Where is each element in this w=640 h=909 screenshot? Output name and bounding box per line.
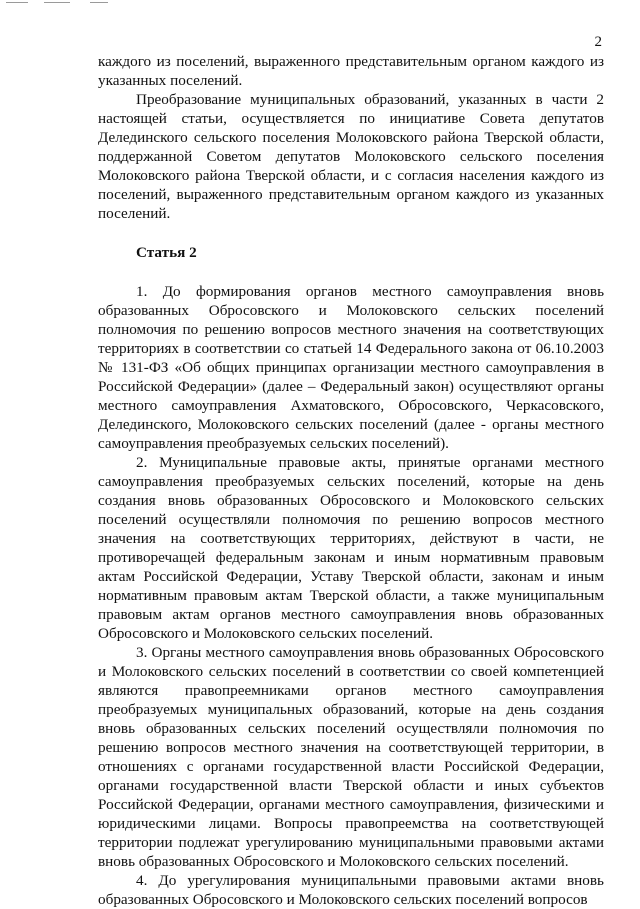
article-paragraph-4: 4. До урегулирования муниципальными правовыми актами вновь образованных Обросовского и Молоковского сельских поселений вопросов [98, 872, 604, 908]
scan-mark [44, 2, 70, 3]
article-paragraph-3: 3. Органы местного самоуправления вновь образованных Обросовского и Молоковского сельских поселений в соответствии со своей компетенцией являются правопреемниками органов местного самоуправления преобразуемых муниципальных образований, которые на день создания вновь образованных сельских поселений осуществляли полномочия по решению вопросов местного значения на соответствующей территории, в отношениях с органами государственной власти Российской Федерации, органами государственной власти Тверской области и иных субъектов Российской Федерации, органами местного самоуправления, физическими и юридическими лицами. Вопросы правопреемства на соответствующей территории подлежат урегулированию муниципальными правовыми актами вновь образованных Обросовского и Молоковского сельских поселений. [98, 644, 604, 870]
paragraph-transformation: Преобразование муниципальных образований, указанных в части 2 настоящей статьи, осуществляется по инициативе Совета депутатов Делединского сельского поселения Молоковского района Тверской области, поддержанной Советом депутатов Молоковского сельского поселения Молоковского района Тверской области, и с согласия населения каждого из поселений, выраженного представительным органом каждого из указанных поселений. [98, 91, 604, 222]
scan-mark [6, 2, 28, 3]
scan-mark [90, 2, 108, 3]
paragraph-continuation: каждого из поселений, выраженного представительным органом каждого из указанных поселений. [98, 53, 604, 89]
page-number: 2 [594, 34, 602, 50]
article-paragraph-2: 2. Муниципальные правовые акты, принятые органами местного самоуправления преобразуемых сельских поселений, которые на день создания вновь образованных Обросовского и Молоковского сельских поселений осуществляли полномочия по решению вопросов местного значения на соответствующих территориях, действуют в части, не противоречащей федеральным законам и иным нормативным правовым актам Российской Федерации, Уставу Тверской области, законам и иным нормативным правовым актам Тверской области, а также муниципальным правовым актам органов местного самоуправления вновь образованных Обросовского и Молоковского сельских поселений. [98, 454, 604, 642]
scan-edge-marks [0, 0, 640, 8]
document-body [98, 52, 604, 909]
article-paragraph-1: 1. До формирования органов местного самоуправления вновь образованных Обросовского и Молоковского сельских поселений полномочия по решению вопросов местного значения на соответствующих территориях в соответствии со статьей 14 Федерального закона от 06.10.2003 № 131-ФЗ «Об общих принципах организации местного самоуправления в Российской Федерации» (далее – Федеральный закон) осуществляют органы местного самоуправления Ахматовского, Обросовского, Черкасовского, Делединского, Молоковского сельских поселений (далее - органы местного самоуправления преобразуемых сельских поселений). [98, 283, 604, 452]
article-heading: Статья 2 [136, 244, 197, 261]
